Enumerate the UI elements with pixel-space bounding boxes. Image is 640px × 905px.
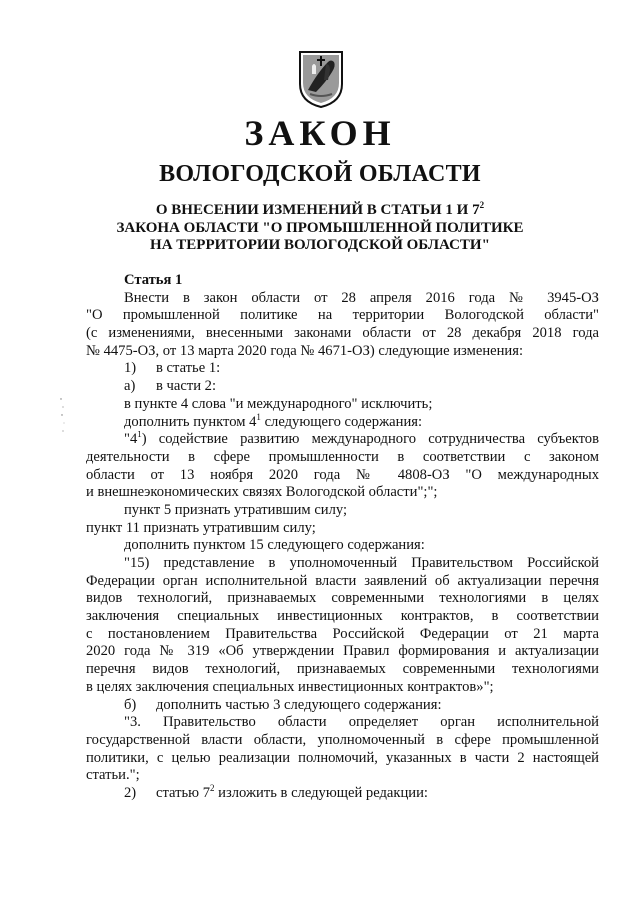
text-line: Федерации орган исполнительной власти заявлений об актуализации перечня xyxy=(86,572,599,589)
scan-specks xyxy=(58,395,68,435)
text-line: в целях заключения специальных инвестиционных контрактов»"; xyxy=(86,678,494,695)
text-line: № 4475-ОЗ, от 13 марта 2020 года № 4671-ОЗ) следующие изменения: xyxy=(86,342,523,359)
text-line: пункт 11 признать утратившим силу; xyxy=(86,519,316,536)
text-line: "3. Правительство области определяет орган исполнительной xyxy=(124,714,599,731)
text-line: "О промышленной политике на территории Вологодской области" xyxy=(86,307,599,324)
document-region: ВОЛОГОДСКОЙ ОБЛАСТИ xyxy=(159,161,481,187)
text-line: области от 13 ноября 2020 года № 4808-ОЗ "О международных xyxy=(86,466,599,483)
document-title: ЗАКОН xyxy=(244,113,396,153)
text-line: статьи."; xyxy=(86,767,140,784)
subtitle-line: НА ТЕРРИТОРИИ ВОЛОГОДСКОЙ ОБЛАСТИ" xyxy=(150,237,490,254)
list-item: б) дополнить частью 3 следующего содержания: xyxy=(124,696,442,713)
text-line: заключения специальных инвестиционных контрактов, в соответствии xyxy=(86,608,599,625)
list-item: 1) в статье 1: xyxy=(124,360,221,377)
text-line: политики, с целью реализации полномочий, указанных в части 2 настоящей xyxy=(86,749,599,766)
vologda-coat-of-arms-icon xyxy=(298,50,344,108)
document-subtitle xyxy=(0,202,640,255)
text-line: 2020 года № 319 «Об утверждении Правил формирования и актуализации xyxy=(86,643,599,660)
text-line: дополнить пунктом $4^1$ следующего содержания: xyxy=(124,411,423,430)
list-item: 2) статью $7^2$ изложить в следующей редакции: xyxy=(124,783,428,801)
text-line: с постановлением Правительства Российской Федерации от 21 марта xyxy=(86,625,599,642)
text-line: в пункте 4 слова "и международного" исключить; xyxy=(124,395,433,412)
list-item: а) в части 2: xyxy=(124,378,217,395)
text-line: деятельности в сфере промышленности в соответствии с законом xyxy=(86,448,599,465)
text-line: перечня видов технологий, признаваемых современными технологиями xyxy=(86,661,599,678)
text-line: пункт 5 признать утратившим силу; xyxy=(124,501,348,518)
subtitle-line: ЗАКОНА ОБЛАСТИ "О ПРОМЫШЛЕННОЙ ПОЛИТИКЕ xyxy=(116,219,524,236)
article-body xyxy=(86,272,599,803)
text-line: видов технологий, признаваемых современными технологиями в целях xyxy=(86,590,599,607)
text-line: "15) представление в уполномоченный Правительством Российской xyxy=(124,555,599,571)
text-line: и внешнеэкономических связях Вологодской области";"; xyxy=(86,484,438,501)
text-line: государственной власти области, уполномоченный в сфере промышленной xyxy=(86,731,599,748)
text-line: "$4^1$) содействие развитию международного сотрудничества субъектов xyxy=(124,431,599,448)
subtitle-line: О ВНЕСЕНИИ ИЗМЕНЕНИЙ В СТАТЬИ 1 И $7^2$ xyxy=(155,200,485,218)
article-heading: Статья 1 xyxy=(124,272,183,288)
text-line: дополнить пунктом 15 следующего содержания: xyxy=(124,537,425,554)
text-line: (с изменениями, внесенными законами области от 28 декабря 2018 года xyxy=(86,325,599,342)
text-line: Внести в закон области от 28 апреля 2016 года № 3945-ОЗ xyxy=(124,289,599,306)
